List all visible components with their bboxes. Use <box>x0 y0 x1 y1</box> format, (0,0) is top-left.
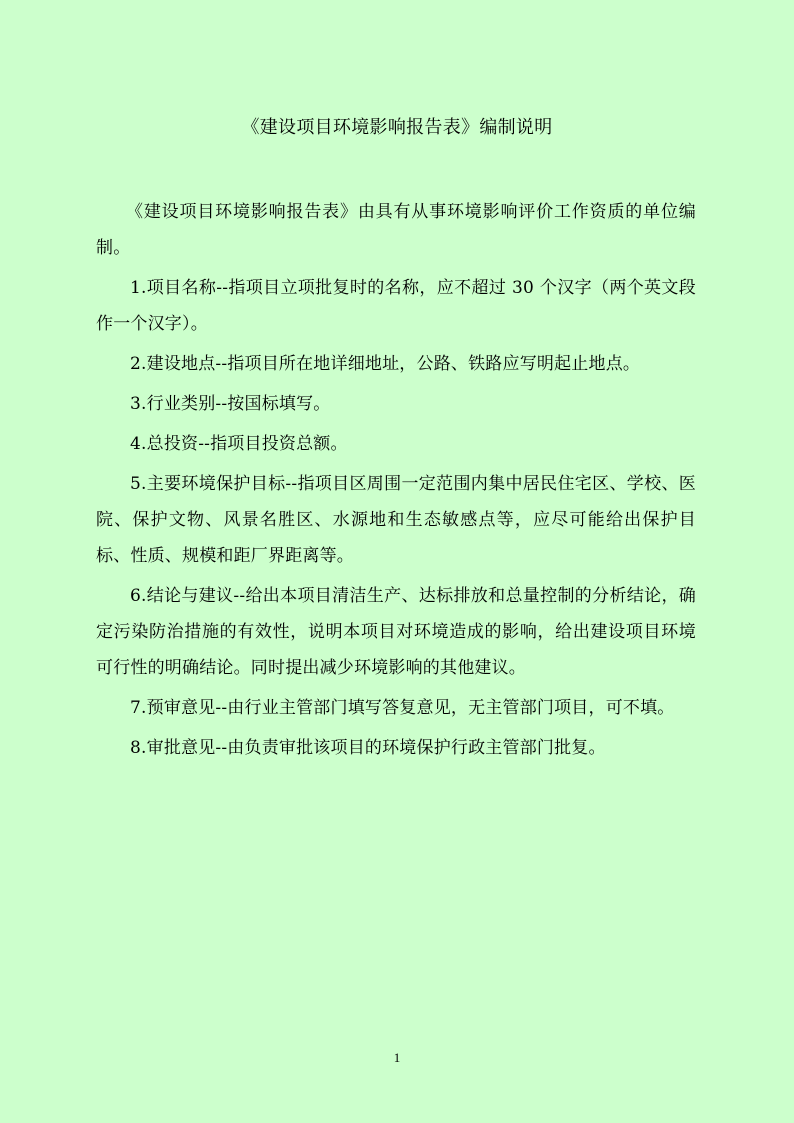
page-number: 1 <box>393 1050 401 1065</box>
item-total-investment: 4.总投资--指项目投资总额。 <box>130 434 348 454</box>
item-construction-site: 2.建设地点--指项目所在地详细地址，公路、铁路应写明起止地点。 <box>130 354 641 374</box>
intro-paragraph: 《建设项目环境影响报告表》由具有从事环境影响评价工作资质的单位编制。 <box>96 202 696 258</box>
document-title: 《建设项目环境影响报告表》编制说明 <box>241 117 553 138</box>
item-industry-category: 3.行业类别--按国标填写。 <box>130 394 331 414</box>
item-protection-targets: 5.主要环境保护目标--指项目区周围一定范围内集中居民住宅区、学校、医院、保护文物、风景名胜区、水源地和生态敏感点等，应尽可能给出保护目标、性质、规模和距厂界距离等。 <box>96 474 696 566</box>
item-approval-opinion: 8.审批意见--由负责审批该项目的环境保护行政主管部门批复。 <box>130 738 606 758</box>
item-preliminary-review: 7.预审意见--由行业主管部门填写答复意见，无主管部门项目，可不填。 <box>130 698 675 718</box>
item-conclusions: 6.结论与建议--给出本项目清洁生产、达标排放和总量控制的分析结论，确定污染防治措施的有效性，说明本项目对环境造成的影响，给出建设项目环境可行性的明确结论。同时提出减少环境影响的其他建议。 <box>96 586 696 678</box>
item-project-name: 1.项目名称--指项目立项批复时的名称，应不超过 30 个汉字（两个英文段作一个汉字）。 <box>96 278 696 334</box>
document-body <box>96 194 696 770</box>
